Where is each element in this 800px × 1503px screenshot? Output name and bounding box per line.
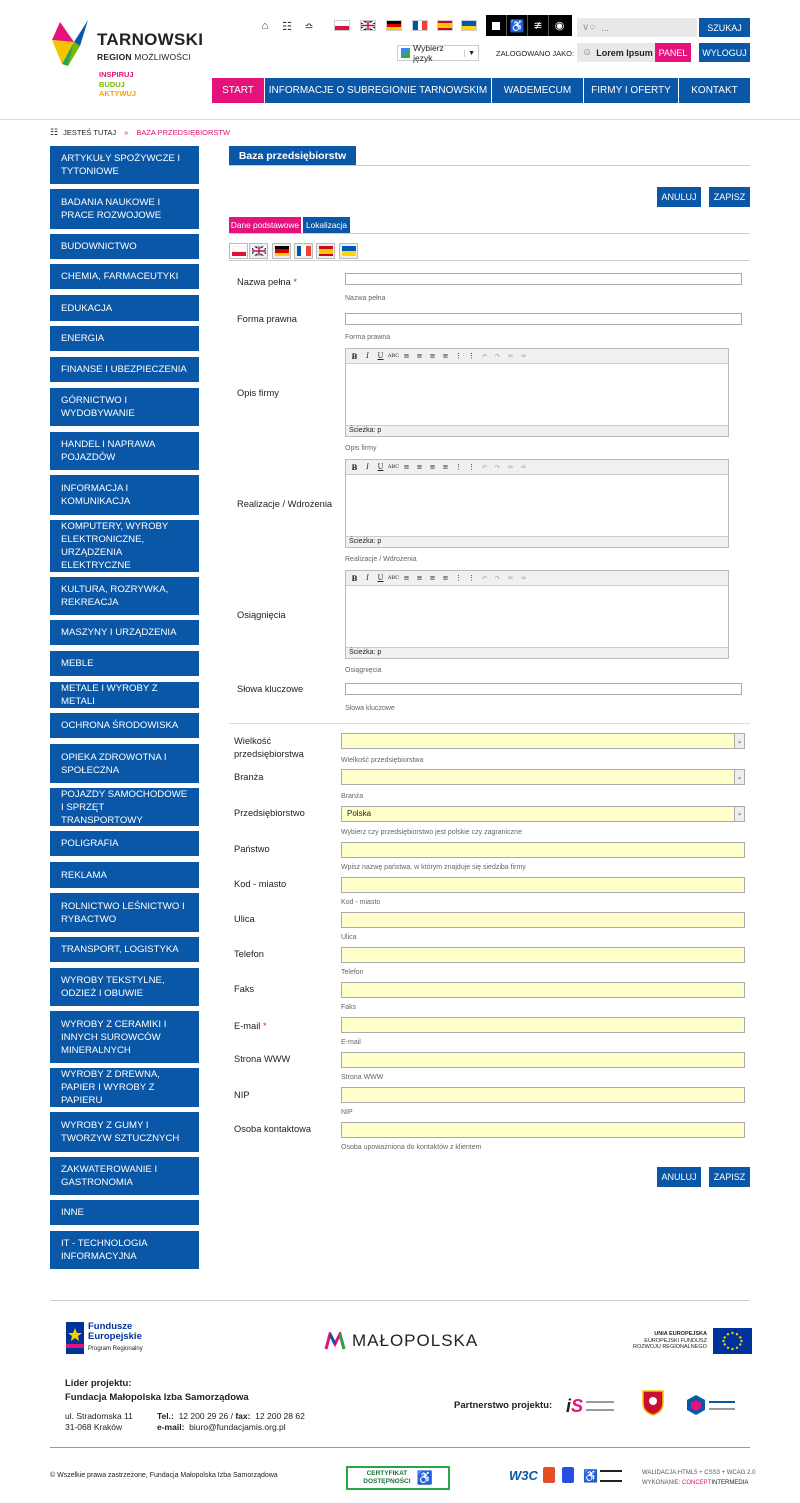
hint-osoba: Osoba upoważniona do kontaktów z klientem xyxy=(341,1144,482,1151)
www-input[interactable] xyxy=(341,1052,745,1068)
form-flag-es-icon[interactable] xyxy=(316,243,335,259)
leader-title: Lider projektu: xyxy=(65,1378,132,1389)
hint-ulica: Ulica xyxy=(341,934,357,941)
tab-basic[interactable]: Dane podstawowe xyxy=(229,217,301,233)
italic-icon[interactable]: I xyxy=(366,352,369,360)
sidebar-item[interactable]: REKLAMA xyxy=(50,862,199,888)
editor-toolbar xyxy=(346,460,728,475)
unlink-icon[interactable]: ∞ xyxy=(520,352,527,360)
align-center-icon[interactable]: ≡ xyxy=(416,352,423,360)
form-divider xyxy=(229,723,750,724)
osoba-input[interactable] xyxy=(341,1122,745,1138)
mis-icon: iS xyxy=(566,1395,584,1416)
sidebar-item[interactable]: TRANSPORT, LOGISTYKA xyxy=(50,937,199,962)
eye-icon[interactable]: ◉ xyxy=(554,20,565,32)
undo-icon[interactable]: ↶ xyxy=(481,463,488,471)
strike-icon[interactable]: ABC xyxy=(387,575,400,581)
malopolska-logo xyxy=(324,1331,478,1351)
html5-icon xyxy=(543,1467,555,1483)
contrast-icon[interactable] xyxy=(486,15,507,36)
justify-icon[interactable]: ≡ xyxy=(442,574,449,582)
save-button-bottom[interactable]: ZAPISZ xyxy=(709,1167,750,1187)
nip-input[interactable] xyxy=(341,1087,745,1103)
undo-icon[interactable]: ↶ xyxy=(481,574,488,582)
flag-pl-icon[interactable] xyxy=(334,20,350,31)
hint-faks: Faks xyxy=(341,1004,357,1011)
google-icon xyxy=(401,48,410,58)
search-icon: ∨○ xyxy=(582,22,596,33)
wheelchair-icon[interactable]: ♿ xyxy=(507,15,528,36)
sidebar-item[interactable]: KOMPUTERY, WYROBY ELEKTRONICZNE, URZĄDZENIA ELEKTRYCZNE xyxy=(50,520,199,572)
hint-nazwa: Nazwa pełna xyxy=(345,295,386,302)
nav-contact[interactable]: KONTAKT xyxy=(679,78,750,103)
sidebar-item[interactable]: FINANSE I UBEZPIECZENIA xyxy=(50,357,199,382)
sitemap-icon[interactable]: ☷ xyxy=(282,20,292,33)
hint-kod: Kod - miasto xyxy=(341,899,381,906)
label-faks: Faks xyxy=(234,984,255,994)
telefon-input[interactable] xyxy=(341,947,745,963)
partners-label: Partnerstwo projektu: xyxy=(454,1400,553,1411)
site-logo[interactable] xyxy=(50,18,204,100)
fe-line2: Europejskie xyxy=(88,1331,142,1342)
link-icon[interactable]: ∞ xyxy=(507,463,514,471)
label-branza: Branża xyxy=(234,772,264,782)
sidebar-item[interactable]: POLIGRAFIA xyxy=(50,831,199,856)
italic-icon[interactable]: I xyxy=(366,463,369,471)
search-button[interactable]: SZUKAJ xyxy=(699,18,750,37)
hint-slowa: Słowa kluczowe xyxy=(345,705,395,712)
nav-companies[interactable]: FIRMY I OFERTY xyxy=(584,78,679,103)
number-list-icon[interactable]: ⋮ xyxy=(468,463,475,471)
flags-underline xyxy=(229,260,750,261)
align-left-icon[interactable]: ≡ xyxy=(403,463,410,471)
align-center-icon[interactable]: ≡ xyxy=(416,463,423,471)
search-input[interactable] xyxy=(601,23,681,33)
w3c-icon: W3C xyxy=(509,1468,538,1483)
sidebar-item[interactable]: ENERGIA xyxy=(50,326,199,351)
osiagniecia-editor[interactable] xyxy=(345,570,729,659)
number-list-icon[interactable]: ⋮ xyxy=(468,352,475,360)
label-osoba: Osoba kontaktowa xyxy=(234,1124,312,1134)
realizacje-editor[interactable] xyxy=(345,459,729,548)
chevron-down-icon: ⌄ xyxy=(734,734,744,748)
required-icon: * xyxy=(262,1021,267,1031)
label-ulica: Ulica xyxy=(234,914,255,924)
label-nazwa: Nazwa pełna xyxy=(237,277,291,287)
cert-line1: CERTYFIKAT xyxy=(366,1470,408,1477)
underline-icon[interactable]: U xyxy=(377,352,384,360)
redo-icon[interactable]: ↷ xyxy=(494,463,501,471)
save-button[interactable]: ZAPISZ xyxy=(709,187,750,207)
made-by-concept[interactable]: CONCEPT xyxy=(682,1480,712,1486)
wheelchair-badge-icon: ♿ xyxy=(416,1470,433,1485)
fe-line1: Fundusze xyxy=(88,1321,133,1332)
css3-icon xyxy=(562,1467,574,1483)
strike-icon[interactable]: ABC xyxy=(387,464,400,470)
form-flag-ua-icon[interactable] xyxy=(339,243,358,259)
flag-es-icon[interactable] xyxy=(437,20,453,31)
sidebar-item[interactable]: ZAKWATEROWANIE I GASTRONOMIA xyxy=(50,1157,199,1195)
slogan-1: INSPIRUJ xyxy=(99,70,134,79)
panstwo-input[interactable] xyxy=(341,842,745,858)
label-www: Strona WWW xyxy=(234,1054,291,1064)
address-line1: ul. Stradomska 11 xyxy=(65,1411,133,1421)
logged-label: ZALOGOWANO JAKO: xyxy=(496,49,575,58)
user-box xyxy=(577,43,655,62)
page-title: Baza przedsiębiorstw xyxy=(229,146,356,165)
header-divider xyxy=(0,119,800,120)
hint-wielkosc: Wielkość przedsiębiorstwa xyxy=(341,757,424,764)
hint-telefon: Telefon xyxy=(341,969,364,976)
label-realizacje: Realizacje / Wdrożenia xyxy=(237,499,333,509)
form-flag-pl-icon[interactable] xyxy=(229,243,248,259)
align-right-icon[interactable]: ≡ xyxy=(429,352,436,360)
tabs-underline xyxy=(229,233,750,234)
sidebar-item[interactable]: WYROBY Z GUMY I TWORZYW SZTUCZNYCH xyxy=(50,1112,199,1152)
bullet-list-icon[interactable]: ⋮ xyxy=(455,352,462,360)
fe-logo xyxy=(66,1322,166,1356)
ue-line2: EUROPEJSKI FUNDUSZ xyxy=(644,1337,707,1344)
underline-icon[interactable]: U xyxy=(377,463,384,471)
label-forma: Forma prawna xyxy=(237,314,297,324)
klaster-text-icon xyxy=(709,1401,735,1410)
sidebar-item[interactable]: IT - TECHNOLOGIA INFORMACYJNA xyxy=(50,1231,199,1269)
label-kod: Kod - miasto xyxy=(234,879,287,889)
sidebar-item[interactable]: MASZYNY I URZĄDZENIA xyxy=(50,620,199,645)
editor-toolbar xyxy=(346,349,728,364)
nav-subregion[interactable]: INFORMACJE O SUBREGIONIE TARNOWSKIM xyxy=(265,78,492,103)
made-by-intermedia[interactable]: INTERMEDIA xyxy=(711,1480,749,1486)
logo-region: REGION xyxy=(97,52,132,62)
forma-input[interactable] xyxy=(345,313,742,325)
cert-line2: DOSTĘPNOŚCI xyxy=(363,1478,411,1485)
email-label: e-mail: xyxy=(157,1422,185,1432)
nav-start[interactable]: START xyxy=(212,78,265,103)
sidebar-item[interactable]: OCHRONA ŚRODOWISKA xyxy=(50,713,199,738)
logout-button[interactable]: WYLOGUJ xyxy=(699,43,750,62)
hint-opis: Opis firmy xyxy=(345,445,377,452)
slogan-3: AKTYWUJ xyxy=(99,89,137,98)
bold-icon[interactable]: B xyxy=(351,351,358,361)
hint-nip: NIP xyxy=(341,1109,353,1116)
flag-fr-icon[interactable] xyxy=(412,20,428,31)
sidebar-item[interactable]: CHEMIA, FARMACEUTYKI xyxy=(50,264,199,289)
editor-path: Ścieżka: p xyxy=(346,536,728,547)
mis-text-icon xyxy=(586,1401,614,1411)
hearing-icon[interactable]: ≇ xyxy=(528,15,549,36)
align-center-icon[interactable]: ≡ xyxy=(416,574,423,582)
logo-mark-icon xyxy=(50,18,94,68)
tel-value: 12 200 29 26 xyxy=(178,1411,229,1421)
sidebar-item[interactable]: WYROBY TEKSTYLNE, ODZIEŻ I OBUWIE xyxy=(50,968,199,1006)
align-right-icon[interactable]: ≡ xyxy=(429,574,436,582)
ue-line3: ROZWOJU REGIONALNEGO xyxy=(633,1344,707,1351)
accessibility-person-icon: ♿ xyxy=(583,1469,598,1483)
rss-icon[interactable]: ≏ xyxy=(304,20,314,33)
przedsiebiorstwo-value: Polska xyxy=(347,809,372,818)
redo-icon[interactable]: ↷ xyxy=(494,574,501,582)
hint-email: E-mail xyxy=(341,1039,361,1046)
sidebar-item[interactable]: WYROBY Z DREWNA, PAPIER I WYROBY Z PAPIERU xyxy=(50,1068,199,1107)
label-wielkosc: Wielkość przedsiębiorstwa xyxy=(234,736,304,759)
form-flag-fr-icon[interactable] xyxy=(294,243,313,259)
chevron-down-icon: ⌄ xyxy=(734,770,744,784)
address-line2: 31-068 Kraków xyxy=(65,1422,123,1432)
flag-en-icon[interactable] xyxy=(360,20,376,31)
sidebar-item[interactable]: GÓRNICTWO I WYDOBYWANIE xyxy=(50,388,199,426)
logo-region-sub: MOŻLIWOŚCI xyxy=(134,52,192,62)
malopolska-text: MAŁOPOLSKA xyxy=(352,1331,479,1350)
label-nip: NIP xyxy=(234,1090,250,1100)
label-slowa: Słowa kluczowe xyxy=(237,684,304,694)
email-value[interactable]: biuro@fundacjamis.org.pl xyxy=(189,1422,286,1432)
ulica-input[interactable] xyxy=(341,912,745,928)
validation-text: WALIDACJA:HTML5 + CSS3 + WCAG 2.0 xyxy=(642,1470,756,1476)
form-flag-en-icon[interactable] xyxy=(249,243,268,259)
footer-divider xyxy=(50,1300,750,1301)
title-underline xyxy=(229,165,750,166)
faks-input[interactable] xyxy=(341,982,745,998)
eu-flag-icon xyxy=(713,1328,752,1354)
editor-toolbar xyxy=(346,571,728,586)
strike-icon[interactable]: ABC xyxy=(387,353,400,359)
slowa-input[interactable] xyxy=(345,683,742,695)
hint-panstwo: Wpisz nazwę państwa, w którym znajduje się siedziba firmy xyxy=(341,864,526,871)
form-flag-de-icon[interactable] xyxy=(272,243,291,259)
user-icon: ☺ xyxy=(582,47,593,58)
label-osiagniecia: Osiągnięcia xyxy=(237,610,286,620)
sidebar-item[interactable]: METALE I WYROBY Z METALI xyxy=(50,682,199,708)
label-email: E-mail xyxy=(234,1021,261,1031)
ue-logo xyxy=(633,1328,752,1354)
fax-label: fax: xyxy=(235,1411,251,1421)
flag-de-icon[interactable] xyxy=(386,20,402,31)
leader-name: Fundacja Małopolska Izba Samorządowa xyxy=(65,1392,249,1403)
search-box xyxy=(577,18,697,37)
hint-www: Strona WWW xyxy=(341,1074,384,1081)
label-panstwo: Państwo xyxy=(234,844,270,854)
wielkosc-select[interactable] xyxy=(341,733,745,749)
justify-icon[interactable]: ≡ xyxy=(442,352,449,360)
wcag-icon xyxy=(583,1466,629,1486)
fax-value: 12 200 28 62 xyxy=(255,1411,305,1421)
unlink-icon[interactable]: ∞ xyxy=(520,463,527,471)
sidebar-item[interactable]: EDUKACJA xyxy=(50,295,199,321)
underline-icon[interactable]: U xyxy=(377,574,384,582)
undo-icon[interactable]: ↶ xyxy=(481,352,488,360)
fe-line3: Program Regionalny xyxy=(88,1346,143,1352)
nav-vademecum[interactable]: WADEMECUM xyxy=(492,78,584,103)
sidebar-item[interactable]: INNE xyxy=(50,1200,199,1225)
klaster-icon xyxy=(686,1394,706,1416)
home-icon[interactable]: ⌂ xyxy=(261,20,269,32)
label-opis: Opis firmy xyxy=(237,388,279,398)
breadcrumb xyxy=(50,127,230,138)
sidebar-item[interactable]: WYROBY Z CERAMIKI I INNYCH SUROWCÓW MINERALNYCH xyxy=(50,1011,199,1063)
sidebar-item[interactable]: ROLNICTWO LEŚNICTWO I RYBACTWO xyxy=(50,893,199,932)
sidebar-item[interactable]: MEBLE xyxy=(50,651,199,676)
tab-location[interactable]: Lokalizacja xyxy=(303,217,350,233)
hint-przedsiebiorstwo: Wybierz czy przedsiębiorstwo jest polskie czy zagraniczne xyxy=(341,829,522,836)
sidebar-item[interactable]: BUDOWNICTWO xyxy=(50,234,199,259)
chevron-down-icon: ▼ xyxy=(464,50,478,57)
kod-input[interactable] xyxy=(341,877,745,893)
opis-editor[interactable] xyxy=(345,348,729,437)
panel-button[interactable]: PANEL xyxy=(655,43,691,62)
przedsiebiorstwo-select[interactable] xyxy=(341,806,745,822)
flag-ua-icon[interactable] xyxy=(461,20,477,31)
translate-select[interactable] xyxy=(397,45,479,61)
partner-klaster-logo[interactable] xyxy=(686,1393,738,1417)
logo-name: TARNOWSKI xyxy=(97,30,204,49)
bold-icon[interactable]: B xyxy=(351,462,358,472)
link-icon[interactable]: ∞ xyxy=(507,574,514,582)
align-right-icon[interactable]: ≡ xyxy=(429,463,436,471)
cancel-button-bottom[interactable]: ANULUJ xyxy=(657,1167,701,1187)
bold-icon[interactable]: B xyxy=(351,573,358,583)
bullet-list-icon[interactable]: ⋮ xyxy=(455,574,462,582)
hint-forma: Forma prawna xyxy=(345,334,391,341)
sitemap-small-icon: ☷ xyxy=(50,127,59,137)
editor-path: Ścieżka: p xyxy=(346,647,728,658)
certificate-badge[interactable] xyxy=(346,1466,450,1490)
fe-star-icon xyxy=(66,1322,84,1354)
breadcrumb-sep: » xyxy=(124,128,129,137)
align-left-icon[interactable]: ≡ xyxy=(403,574,410,582)
redo-icon[interactable]: ↷ xyxy=(494,352,501,360)
slogan-2: BUDUJ xyxy=(99,79,125,89)
sidebar-item[interactable]: HANDEL I NAPRAWA POJAZDÓW xyxy=(50,432,199,470)
email-input[interactable] xyxy=(341,1017,745,1033)
translate-label: Wybierz język xyxy=(413,43,444,63)
copyright: © Wszelkie prawa zastrzeżone, Fundacja Małopolska Izba Samorządowa xyxy=(50,1472,278,1479)
link-icon[interactable]: ∞ xyxy=(507,352,514,360)
sidebar-item[interactable]: INFORMACJA I KOMUNIKACJA xyxy=(50,475,199,515)
sidebar-item[interactable]: KULTURA, ROZRYWKA, REKREACJA xyxy=(50,577,199,615)
partner-crest-logo[interactable] xyxy=(641,1388,665,1416)
breadcrumb-here: JESTEŚ TUTAJ xyxy=(63,128,117,137)
unlink-icon[interactable]: ∞ xyxy=(520,574,527,582)
made-by-label: WYKONANIE: xyxy=(642,1480,681,1486)
hint-branza: Branża xyxy=(341,793,364,800)
cancel-button[interactable]: ANULUJ xyxy=(657,187,701,207)
bullet-list-icon[interactable]: ⋮ xyxy=(455,463,462,471)
sidebar-item[interactable]: POJAZDY SAMOCHODOWE I SPRZĘT TRANSPORTOWY xyxy=(50,788,199,826)
malopolska-m-icon xyxy=(324,1332,346,1350)
tel-label: Tel.: xyxy=(157,1411,174,1421)
label-przedsiebiorstwo: Przedsiębiorstwo xyxy=(234,808,305,818)
footer-divider-2 xyxy=(50,1447,750,1448)
hint-osiagniecia: Osiągnięcia xyxy=(345,667,382,674)
crest-icon xyxy=(641,1388,665,1416)
required-icon: * xyxy=(293,277,297,287)
user-name: Lorem Ipsum xyxy=(596,47,653,58)
italic-icon[interactable]: I xyxy=(366,574,369,582)
justify-icon[interactable]: ≡ xyxy=(442,463,449,471)
ue-line1: UNIA EUROPEJSKA xyxy=(654,1331,707,1338)
branza-select[interactable] xyxy=(341,769,745,785)
sidebar-item[interactable]: ARTYKUŁY SPOŻYWCZE I TYTONIOWE xyxy=(50,146,199,184)
sidebar-item[interactable]: BADANIA NAUKOWE I PRACE ROZWOJOWE xyxy=(50,189,199,229)
breadcrumb-current[interactable]: BAZA PRZEDSIĘBIORSTW xyxy=(136,128,231,137)
nazwa-input[interactable] xyxy=(345,273,742,285)
align-left-icon[interactable]: ≡ xyxy=(403,352,410,360)
partner-mis-logo[interactable] xyxy=(566,1394,626,1418)
label-telefon: Telefon xyxy=(234,949,264,959)
editor-path: Ścieżka: p xyxy=(346,425,728,436)
sidebar-item[interactable]: OPIEKA ZDROWOTNA I SPOŁECZNA xyxy=(50,744,199,783)
chevron-down-icon: ⌄ xyxy=(734,807,744,821)
number-list-icon[interactable]: ⋮ xyxy=(468,574,475,582)
hint-realizacje: Realizacje / Wdrożenia xyxy=(345,556,417,563)
